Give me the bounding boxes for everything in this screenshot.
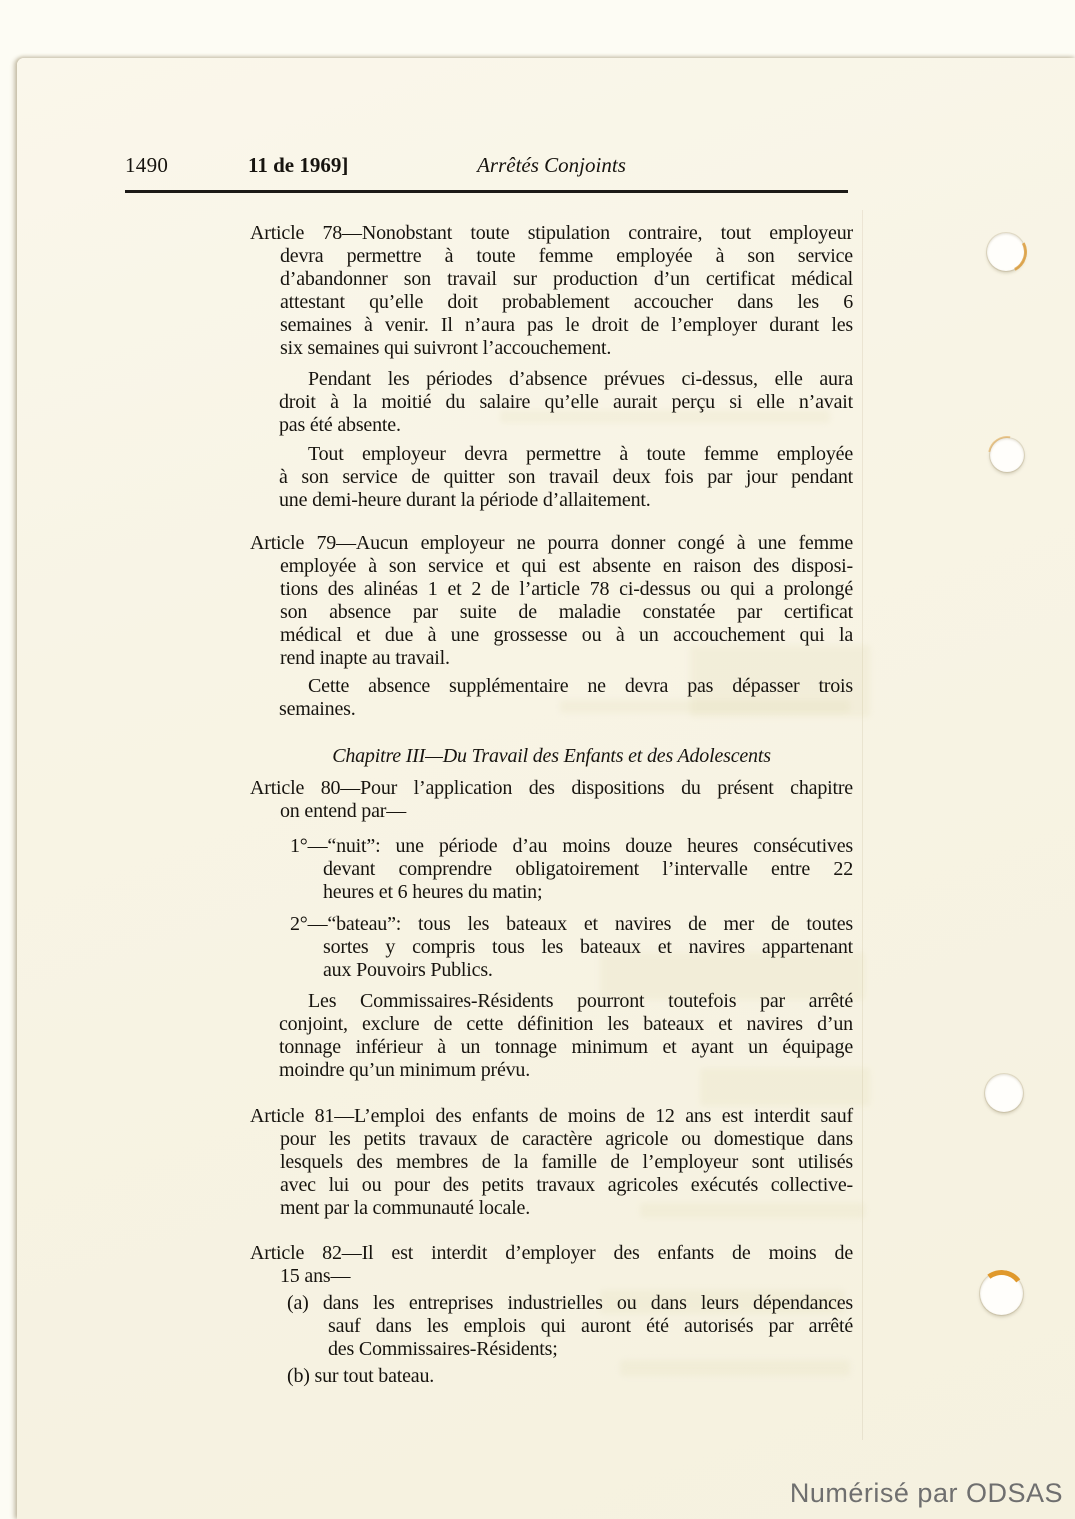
text-line: devra permettre à toute femme employée à son service [280, 245, 853, 267]
document-body [0, 222, 1075, 1388]
text-line: d’abandonner son travail sur production d’un certificat médical [280, 268, 853, 290]
text-line: sortes y compris tous les bateaux et navires appartenant [323, 936, 853, 958]
text-line: avec lui ou pour des petits travaux agricoles exécutés collective- [280, 1174, 853, 1196]
indented-paragraph [279, 990, 853, 1082]
text-line: pas été absente. [279, 414, 401, 436]
text-line: moindre qu’un minimum prévu. [279, 1059, 531, 1081]
text-line: Article 78—Nonobstant toute stipulation contraire, tout employeur [250, 222, 853, 244]
definition-item-1 [290, 835, 853, 904]
text-line: Tout employeur devra permettre à toute femme employée [308, 443, 853, 465]
text-line: semaines. [279, 698, 356, 720]
scan-watermark: Numérisé par ODSAS [789, 1478, 1063, 1508]
text-line: six semaines qui suivront l’accouchement. [280, 337, 612, 359]
text-line: Article 80—Pour l’application des dispositions du présent chapitre [250, 777, 853, 799]
list-item-a [287, 1292, 853, 1361]
header-running-title: Arrêtés Conjoints [477, 153, 626, 177]
indented-paragraph [279, 368, 853, 437]
text-line: tonnage inférieur à un tonnage minimum et ayant un équipage [279, 1036, 853, 1058]
text-line: semaines à venir. Il n’aura pas le droit de l’employer durant les [280, 314, 853, 336]
punch-hole [987, 233, 1025, 271]
text-line: tions des alinéas 1 et 2 de l’article 78 ci-dessus ou qui a prolongé [280, 578, 853, 600]
text-line: rend inapte au travail. [280, 647, 450, 669]
header-issue-reference: 11 de 1969] [248, 153, 349, 177]
text-line: une demi-heure durant la période d’allaitement. [279, 489, 651, 511]
text-line: Article 81—L’emploi des enfants de moins de 12 ans est interdit sauf [250, 1105, 853, 1127]
article-82-paragraph [250, 1242, 853, 1288]
chapter-heading [250, 745, 853, 768]
text-line: heures et 6 heures du matin; [323, 881, 543, 903]
text-line: à son service de quitter son travail deux fois par jour pendant [279, 466, 853, 488]
text-line: ment par la communauté locale. [280, 1197, 531, 1219]
text-line: Article 79—Aucun employeur ne pourra donner congé à une femme [250, 532, 853, 554]
text-line: 2°—“bateau”: tous les bateaux et navires de mer de toutes [290, 913, 853, 935]
text-line: 1°—“nuit”: une période d’au moins douze heures consécutives [290, 835, 853, 857]
punch-hole [980, 1272, 1023, 1315]
article-80-paragraph [250, 777, 853, 823]
text-line: (a) dans les entreprises industrielles ou dans leurs dépendances [287, 1292, 853, 1314]
text-line: Pendant les périodes d’absence prévues ci-dessus, elle aura [308, 368, 853, 390]
text-line: son absence par suite de maladie constatée par certificat [280, 601, 853, 623]
article-81-paragraph [250, 1105, 853, 1220]
text-line: Article 82—Il est interdit d’employer des enfants de moins de [250, 1242, 853, 1264]
text-line: 15 ans— [280, 1265, 351, 1287]
page-number: 1490 [125, 153, 169, 177]
text-line: droit à la moitié du salaire qu’elle aurait perçu si elle n’avait [279, 391, 853, 413]
text-line: aux Pouvoirs Publics. [323, 959, 493, 981]
text-line: conjoint, exclure de cette définition les bateaux et navires d’un [279, 1013, 853, 1035]
text-line: lesquels des membres de la famille de l’employeur sont utilisés [280, 1151, 853, 1173]
punch-hole [990, 438, 1024, 472]
article-79-paragraph [250, 532, 853, 670]
text-line: Chapitre III—Du Travail des Enfants et des Adolescents [332, 745, 771, 767]
indented-paragraph [279, 443, 853, 512]
text-line: employée à son service et qui est absente en raison des disposi- [280, 555, 853, 577]
text-line: des Commissaires-Résidents; [328, 1338, 558, 1360]
text-line: Les Commissaires-Résidents pourront toutefois par arrêté [308, 990, 853, 1012]
text-line: pour les petits travaux de caractère agricole ou domestique dans [280, 1128, 853, 1150]
text-line: attestant qu’elle doit probablement accoucher dans les 6 [280, 291, 853, 313]
text-line: (b) sur tout bateau. [287, 1365, 435, 1387]
article-78-paragraph [250, 222, 853, 360]
text-line: Cette absence supplémentaire ne devra pas dépasser trois [308, 675, 853, 697]
list-item-b [287, 1365, 853, 1388]
text-line: devant comprendre obligatoirement l’intervalle entre 22 [323, 858, 853, 880]
text-line: sauf dans les emplois qui auront été autorisés par arrêté [328, 1315, 853, 1337]
punch-hole [985, 1074, 1023, 1112]
definition-item-2 [290, 913, 853, 982]
text-line: on entend par— [280, 800, 407, 822]
indented-paragraph [279, 675, 853, 721]
text-line: médical et due à une grossesse ou à un accouchement qui la [280, 624, 853, 646]
header-rule [125, 190, 848, 193]
